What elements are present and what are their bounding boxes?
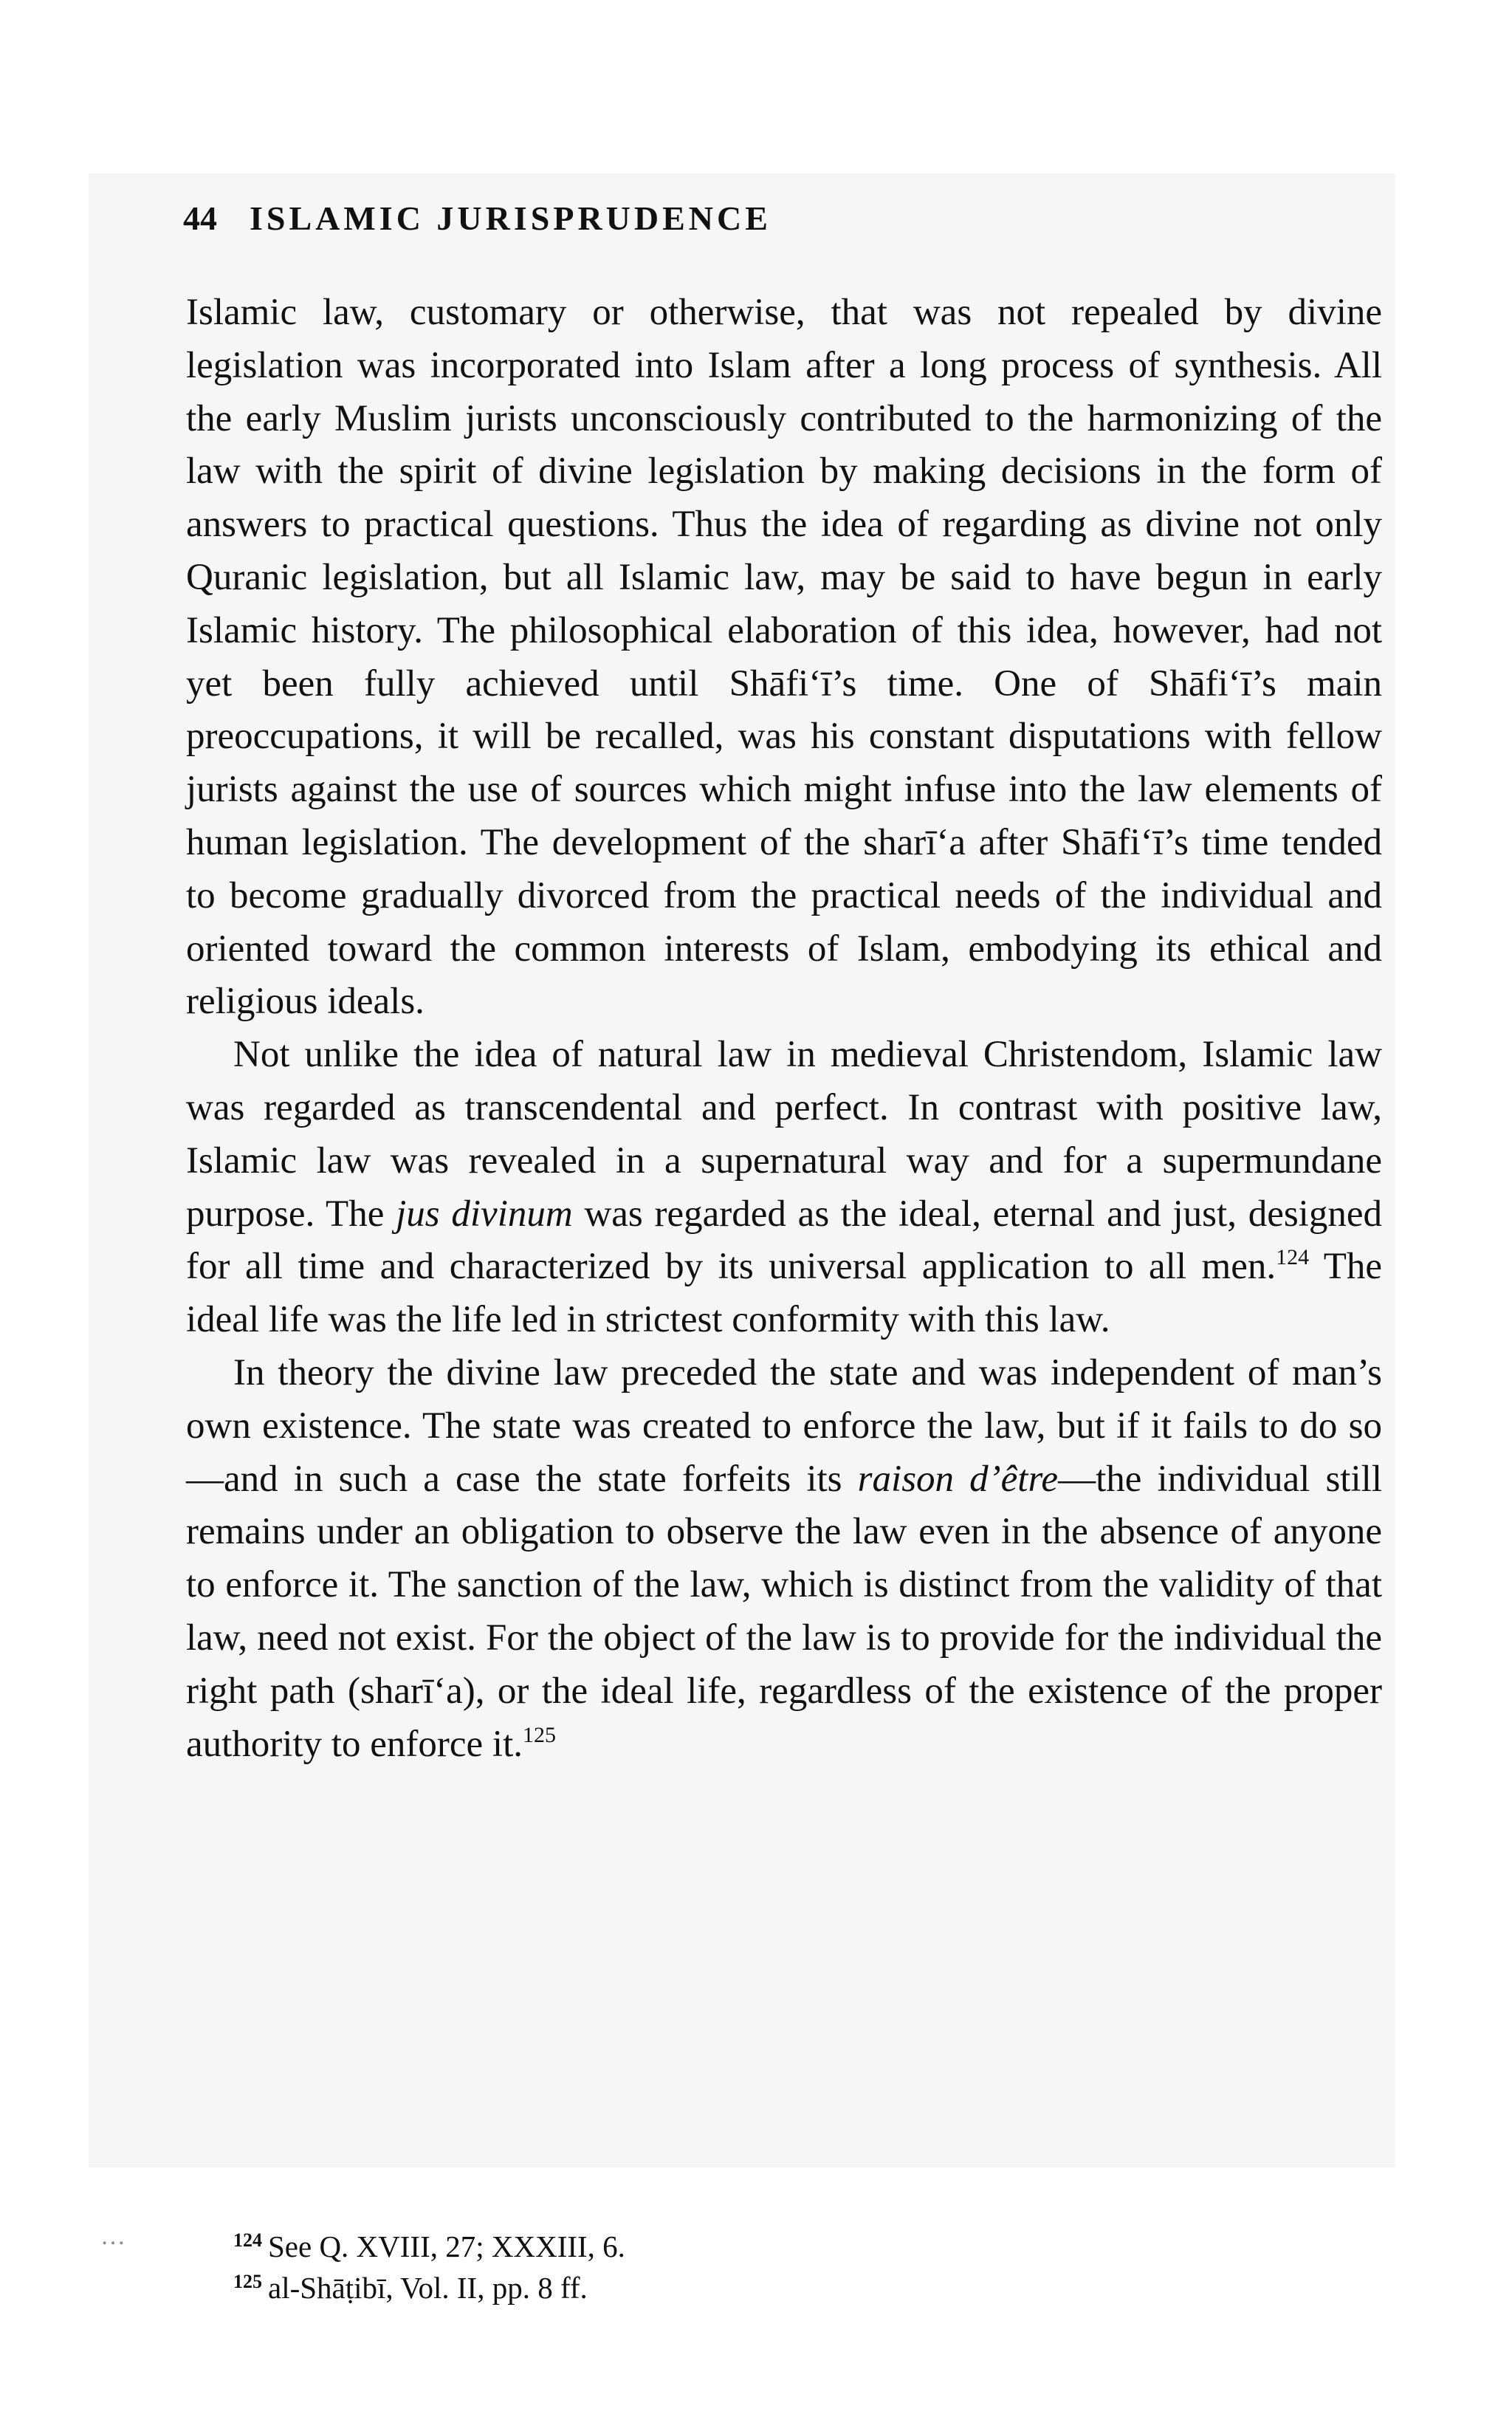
paragraph-1 [186, 287, 1382, 1029]
footnote-number: 124 [233, 2229, 262, 2251]
page-number: 44 [183, 199, 217, 237]
paragraph-text: In theory the divine law preceded the state and was independent of man’s own existence. The state was created to enforce the law, but if it fails to do so—and in such a case the state forfeits its [186, 1351, 1382, 1500]
footnote-number: 125 [233, 2271, 262, 2292]
footnote-125 [233, 2267, 1267, 2308]
paragraph-text: The ideal life was the life led in strictest conformity with this law. [186, 1246, 1382, 1341]
paragraph-text: was regarded as the ideal, eternal and just, designed for all time and characterized by its universal application to all men. [186, 1193, 1382, 1288]
footnote-reference-124[interactable]: 124 [1276, 1245, 1310, 1270]
paragraph-2 [186, 1029, 1382, 1347]
body-text [186, 287, 1382, 1771]
italic-term-jus-divinum: jus divinum [396, 1193, 573, 1235]
footnote-text: al-Shāṭibī, Vol. II, pp. 8 ff. [268, 2271, 588, 2305]
paragraph-text: Islamic law, customary or otherwise, that was not repealed by divine legislation was incorporated into Islam after a long process of synthesis. All the early Muslim jurists unconsciously contributed to the harmonizing of the law with the spirit of divine legislation by making decisions in the form of answers to practical questions. Thus the idea of regarding as divine not only Quranic legislation, but all Islamic law, may be said to have begun in early Islamic history. The philosophical elaboration of this idea, however, had not yet been fully achieved until Shāfi‘ī’s time. One of Shāfi‘ī’s main preoccupations, it will be recalled, was his constant disputations with fellow jurists against the use of sources which might infuse into the law elements of human legislation. The development of the sharī‘a after Shāfi‘ī’s time tended to become gradually divorced from the practical needs of the individual and oriented toward the common interests of Islam, embodying its ethical and religious ideals. [186, 292, 1382, 1023]
footnote-reference-125[interactable]: 125 [523, 1722, 557, 1747]
paragraph-text: —the individual still remains under an obligation to observe the law even in the absence of anyone to enforce it. The sanction of the law, which is distinct from the validity of that law, need not exist. For the object of the law is to provide for the individual the right path (sharī‘a), or the ideal life, regardless of the existence of the proper authority to enforce it. [186, 1458, 1382, 1765]
running-title: ISLAMIC JURISPRUDENCE [250, 199, 772, 237]
footnote-text: See Q. XVIII, 27; XXXIII, 6. [268, 2229, 625, 2263]
scan-artifact: … [100, 2223, 126, 2250]
italic-term-raison-detre: raison d’être [857, 1458, 1059, 1500]
paragraph-text: Not unlike the idea of natural law in medieval Christendom, Islamic law was regarded as transcendental and perfect. In contrast with positive law, Islamic law was revealed in a supernatural way and for a supermundane purpose. The [186, 1034, 1382, 1235]
running-head [183, 198, 772, 239]
paragraph-3 [186, 1347, 1382, 1771]
footnotes [233, 2226, 1267, 2308]
footnote-124 [233, 2226, 1267, 2267]
